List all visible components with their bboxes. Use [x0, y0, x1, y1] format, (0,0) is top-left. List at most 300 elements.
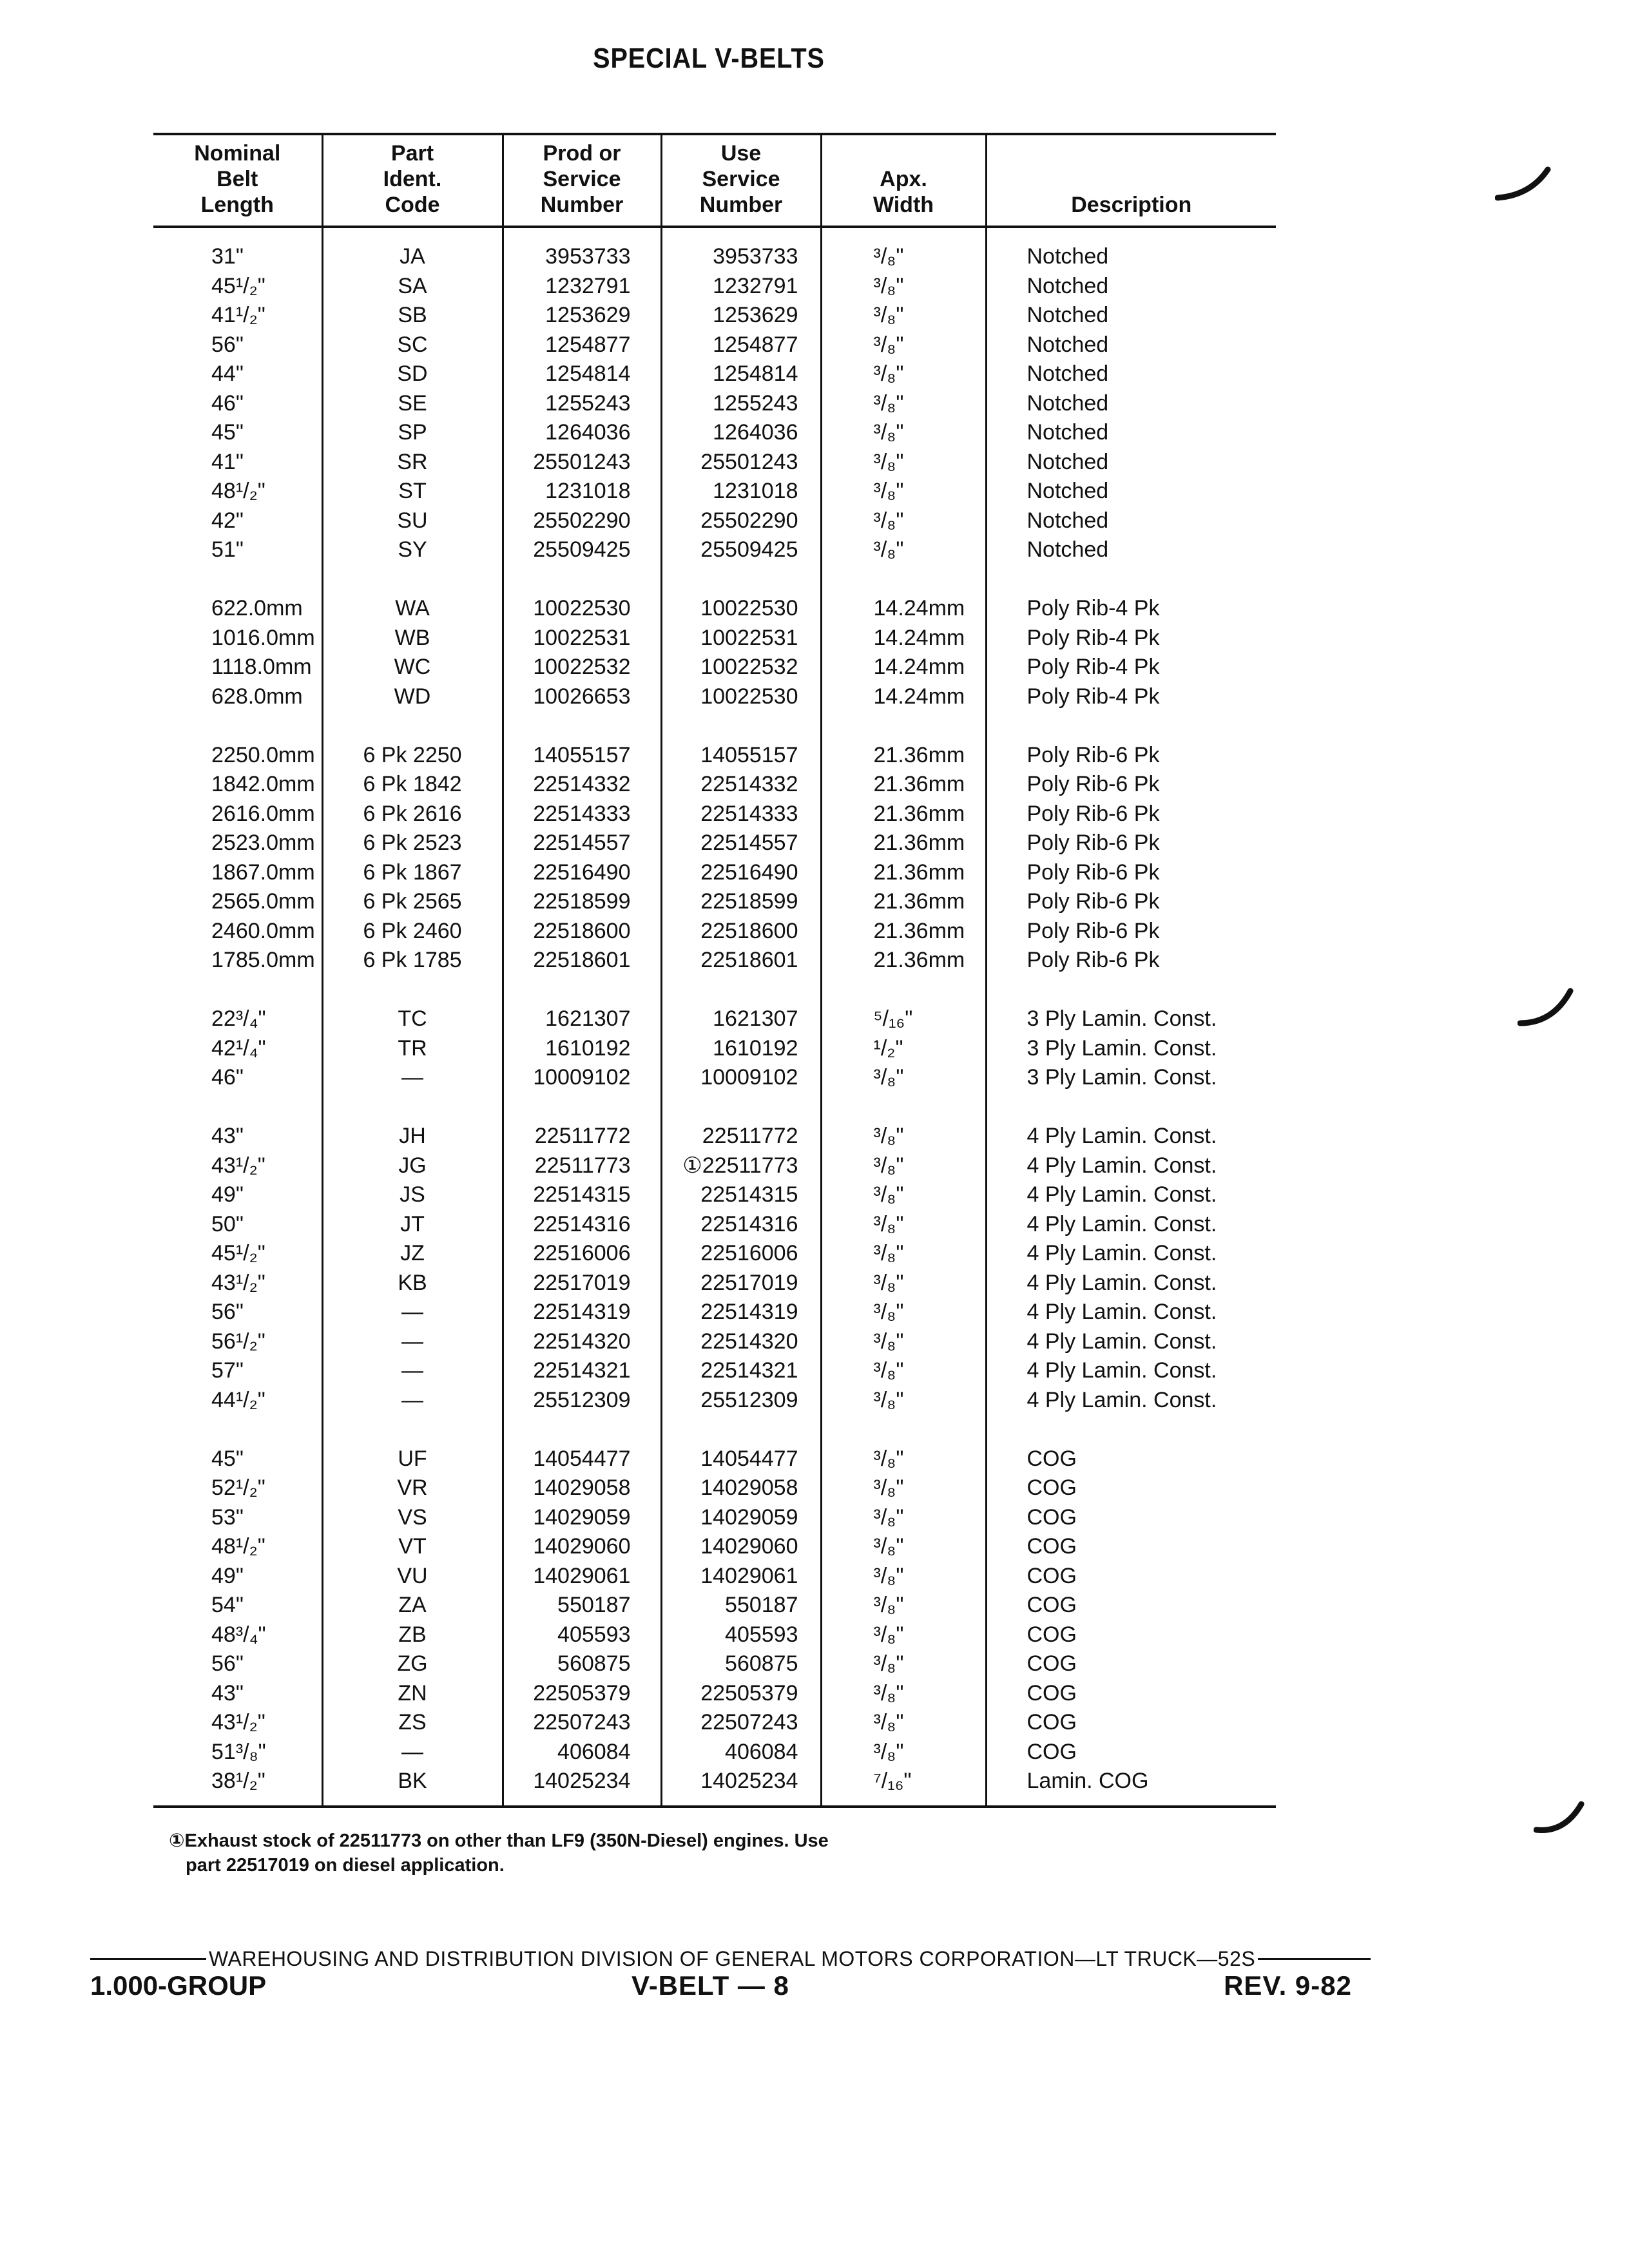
approx-width-cell: ³/₈" — [821, 448, 986, 477]
table-row — [153, 594, 1276, 624]
part-code-cell: VT — [322, 1532, 503, 1562]
prod-number-cell: 14055157 — [503, 741, 661, 771]
footnote-line-1: ①Exhaust stock of 22511773 on other than LF9 (350N-Diesel) engines. Use — [169, 1831, 829, 1851]
part-code-cell: 6 Pk 1842 — [322, 770, 503, 800]
prod-number-cell — [503, 711, 661, 741]
approx-width-cell: ³/₈" — [821, 272, 986, 302]
prod-number-cell: 10009102 — [503, 1063, 661, 1093]
description-cell: Poly Rib-6 Pk — [986, 887, 1276, 917]
prod-number-cell: 14054477 — [503, 1445, 661, 1474]
part-code-cell: VR — [322, 1474, 503, 1503]
nominal-length-cell: 2523.0mm — [211, 831, 315, 855]
approx-width-cell — [821, 1093, 986, 1122]
table-row — [153, 227, 1276, 272]
prod-number-cell: 10022532 — [503, 653, 661, 682]
nominal-length-cell: 1118.0mm — [211, 655, 312, 679]
use-number-cell: 10022532 — [661, 653, 821, 682]
column-header-5 — [986, 134, 1276, 227]
nominal-length-cell: 43¹/₂" — [211, 1153, 265, 1178]
use-number-cell: 1264036 — [661, 418, 821, 448]
description-cell: COG — [986, 1474, 1276, 1503]
nominal-length-cell: 43¹/₂" — [211, 1270, 265, 1295]
column-header-line: Service — [702, 167, 780, 191]
column-header-line: Apx. — [880, 167, 927, 191]
table-row — [153, 1298, 1276, 1327]
table-row — [153, 770, 1276, 800]
description-cell: 4 Ply Lamin. Const. — [986, 1151, 1276, 1181]
approx-width-cell: ³/₈" — [821, 1239, 986, 1269]
approx-width-cell: ³/₈" — [821, 227, 986, 272]
part-code-cell: — — [322, 1386, 503, 1416]
description-cell: Poly Rib-6 Pk — [986, 858, 1276, 888]
prod-number-cell: 22514319 — [503, 1298, 661, 1327]
use-number-cell — [661, 1415, 821, 1445]
use-number-cell: 14029058 — [661, 1474, 821, 1503]
part-code-cell: ZN — [322, 1679, 503, 1709]
approx-width-cell: ³/₈" — [821, 1386, 986, 1416]
approx-width-cell: ³/₈" — [821, 301, 986, 331]
description-cell: 4 Ply Lamin. Const. — [986, 1122, 1276, 1151]
table-row — [153, 1738, 1276, 1767]
approx-width-cell: ³/₈" — [821, 389, 986, 419]
use-number-cell: 22507243 — [661, 1708, 821, 1738]
prod-number-cell: 25501243 — [503, 448, 661, 477]
prod-number-cell: 22514320 — [503, 1327, 661, 1357]
description-cell: COG — [986, 1445, 1276, 1474]
nominal-length-cell: 1785.0mm — [211, 948, 315, 972]
description-cell: Poly Rib-4 Pk — [986, 624, 1276, 653]
prod-number-cell: 22511772 — [503, 1122, 661, 1151]
part-code-cell: JZ — [322, 1239, 503, 1269]
table-row — [153, 1327, 1276, 1357]
footer-corporation-line — [90, 1947, 1347, 1971]
use-number-cell: 22505379 — [661, 1679, 821, 1709]
use-number-cell — [661, 711, 821, 741]
page-title: SPECIAL V-BELTS — [593, 43, 825, 74]
nominal-length-cell: 56" — [211, 1300, 244, 1324]
description-cell: Notched — [986, 301, 1276, 331]
column-header-line: Belt — [217, 167, 258, 191]
description-cell: Poly Rib-4 Pk — [986, 594, 1276, 624]
approx-width-cell: ³/₈" — [821, 1327, 986, 1357]
approx-width-cell: ³/₈" — [821, 1591, 986, 1620]
approx-width-cell: ³/₈" — [821, 418, 986, 448]
part-code-cell: SC — [322, 331, 503, 360]
description-cell: Poly Rib-4 Pk — [986, 682, 1276, 712]
column-header-line: Number — [540, 193, 624, 217]
approx-width-cell: 21.36mm — [821, 887, 986, 917]
description-cell: Notched — [986, 227, 1276, 272]
approx-width-cell: ³/₈" — [821, 331, 986, 360]
nominal-length-cell: 1016.0mm — [211, 625, 315, 650]
description-cell — [986, 565, 1276, 595]
prod-number-cell: 10022531 — [503, 624, 661, 653]
part-code-cell: ST — [322, 477, 503, 506]
description-cell: COG — [986, 1679, 1276, 1709]
description-cell: COG — [986, 1708, 1276, 1738]
prod-number-cell: 1254877 — [503, 331, 661, 360]
prod-number-cell: 22518599 — [503, 887, 661, 917]
nominal-length-cell: 43¹/₂" — [211, 1710, 265, 1735]
part-code-cell: — — [322, 1063, 503, 1093]
prod-number-cell: 1621307 — [503, 1004, 661, 1034]
part-code-cell: VU — [322, 1562, 503, 1591]
nominal-length-cell: 56" — [211, 1651, 244, 1676]
use-number-cell: 560875 — [661, 1649, 821, 1679]
column-header-line — [826, 140, 981, 166]
table-row — [153, 331, 1276, 360]
approx-width-cell: ³/₈" — [821, 1298, 986, 1327]
approx-width-cell: ³/₈" — [821, 1356, 986, 1386]
prod-number-cell: 1610192 — [503, 1034, 661, 1064]
part-code-cell: SB — [322, 301, 503, 331]
part-code-cell: — — [322, 1327, 503, 1357]
use-number-cell: 14055157 — [661, 741, 821, 771]
approx-width-cell: 21.36mm — [821, 829, 986, 858]
table-row — [153, 1708, 1276, 1738]
part-code-cell: 6 Pk 2523 — [322, 829, 503, 858]
approx-width-cell: ³/₈" — [821, 1532, 986, 1562]
nominal-length-cell: 2460.0mm — [211, 918, 315, 943]
nominal-length-cell — [153, 1415, 322, 1445]
footnote-line-2: part 22517019 on diesel application. — [186, 1855, 505, 1876]
part-code-cell: WD — [322, 682, 503, 712]
table-row — [153, 917, 1276, 947]
prod-number-cell: 550187 — [503, 1591, 661, 1620]
prod-number-cell: 25502290 — [503, 506, 661, 536]
use-number-cell — [661, 975, 821, 1005]
prod-number-cell: 22514333 — [503, 800, 661, 829]
part-code-cell: VS — [322, 1503, 503, 1533]
approx-width-cell: ³/₈" — [821, 506, 986, 536]
footer-group: 1.000-GROUP — [90, 1970, 267, 2001]
column-header-line — [991, 166, 1273, 192]
nominal-length-cell: 38¹/₂" — [153, 1767, 322, 1807]
table-spacer-row — [153, 1415, 1276, 1445]
part-code-cell: SY — [322, 535, 503, 565]
part-code-cell: SR — [322, 448, 503, 477]
prod-number-cell: 1255243 — [503, 389, 661, 419]
nominal-length-cell: 628.0mm — [211, 684, 303, 709]
prod-number-cell: 22517019 — [503, 1269, 661, 1298]
use-number-cell: 1232791 — [661, 272, 821, 302]
description-cell: Notched — [986, 448, 1276, 477]
table-row — [153, 682, 1276, 712]
use-number-cell: 1254877 — [661, 331, 821, 360]
table-row — [153, 1386, 1276, 1416]
part-code-cell: ZA — [322, 1591, 503, 1620]
use-number-cell: 1253629 — [661, 301, 821, 331]
part-code-cell: JH — [322, 1122, 503, 1151]
column-header-line — [991, 140, 1273, 166]
nominal-length-cell — [153, 711, 322, 741]
description-cell: 3 Ply Lamin. Const. — [986, 1034, 1276, 1064]
approx-width-cell: ³/₈" — [821, 1122, 986, 1151]
prod-number-cell: 406084 — [503, 1738, 661, 1767]
approx-width-cell: 21.36mm — [821, 770, 986, 800]
prod-number-cell: 10022530 — [503, 594, 661, 624]
approx-width-cell: ³/₈" — [821, 1679, 986, 1709]
nominal-length-cell — [153, 1093, 322, 1122]
description-cell: Poly Rib-6 Pk — [986, 800, 1276, 829]
approx-width-cell: ³/₈" — [821, 1503, 986, 1533]
part-code-cell — [322, 711, 503, 741]
use-number-cell: 405593 — [661, 1620, 821, 1650]
prod-number-cell: 1231018 — [503, 477, 661, 506]
table-row — [153, 1356, 1276, 1386]
description-cell: COG — [986, 1503, 1276, 1533]
description-cell: 4 Ply Lamin. Const. — [986, 1269, 1276, 1298]
approx-width-cell: 21.36mm — [821, 946, 986, 975]
use-number-cell: 22514333 — [661, 800, 821, 829]
approx-width-cell: ³/₈" — [821, 1474, 986, 1503]
approx-width-cell: ¹/₂" — [821, 1034, 986, 1064]
approx-width-cell: 14.24mm — [821, 682, 986, 712]
description-cell: 4 Ply Lamin. Const. — [986, 1327, 1276, 1357]
nominal-length-cell: 41¹/₂" — [211, 303, 265, 327]
part-code-cell: TC — [322, 1004, 503, 1034]
table-spacer-row — [153, 711, 1276, 741]
description-cell: Notched — [986, 535, 1276, 565]
use-number-cell: 14029059 — [661, 1503, 821, 1533]
table-row — [153, 887, 1276, 917]
use-number-cell: 1610192 — [661, 1034, 821, 1064]
nominal-length-cell: 50" — [211, 1211, 244, 1236]
part-code-cell: ZG — [322, 1649, 503, 1679]
nominal-length-cell: 42¹/₄" — [211, 1035, 266, 1061]
column-header-4 — [821, 134, 986, 227]
nominal-length-cell: 43" — [211, 1124, 244, 1148]
description-cell — [986, 711, 1276, 741]
part-code-cell: WB — [322, 624, 503, 653]
description-cell: Poly Rib-6 Pk — [986, 917, 1276, 947]
part-code-cell: ZS — [322, 1708, 503, 1738]
use-number-cell: 22517019 — [661, 1269, 821, 1298]
footnote — [169, 1829, 829, 1878]
footer-page-number: V-BELT — 8 — [631, 1970, 789, 2001]
use-number-cell: 406084 — [661, 1738, 821, 1767]
prod-number-cell: 22507243 — [503, 1708, 661, 1738]
use-number-cell: 22516006 — [661, 1239, 821, 1269]
description-cell: Notched — [986, 360, 1276, 389]
table-row — [153, 741, 1276, 771]
approx-width-cell: ³/₈" — [821, 1562, 986, 1591]
footer-revision: REV. 9-82 — [1224, 1970, 1352, 2001]
approx-width-cell: ³/₈" — [821, 1210, 986, 1240]
nominal-length-cell: 52¹/₂" — [211, 1475, 265, 1500]
table-row — [153, 1679, 1276, 1709]
nominal-length-cell — [153, 975, 322, 1005]
table-spacer-row — [153, 565, 1276, 595]
table-row — [153, 1474, 1276, 1503]
table-row — [153, 1210, 1276, 1240]
table-row — [153, 1503, 1276, 1533]
column-header-0 — [153, 134, 322, 227]
nominal-length-cell: 43" — [211, 1680, 244, 1706]
use-number-cell: 550187 — [661, 1591, 821, 1620]
approx-width-cell: ⁵/₁₆" — [821, 1004, 986, 1034]
nominal-length-cell: 48¹/₂" — [211, 479, 265, 503]
nominal-length-cell: 1867.0mm — [211, 860, 315, 885]
part-code-cell: KB — [322, 1269, 503, 1298]
prod-number-cell: 14025234 — [503, 1767, 661, 1807]
approx-width-cell: ³/₈" — [821, 1063, 986, 1093]
part-code-cell: — — [322, 1738, 503, 1767]
nominal-length-cell: 46" — [211, 390, 244, 416]
use-number-cell: 22514316 — [661, 1210, 821, 1240]
prod-number-cell: 22511773 — [503, 1151, 661, 1181]
description-cell: 4 Ply Lamin. Const. — [986, 1210, 1276, 1240]
use-number-cell: 1255243 — [661, 389, 821, 419]
description-cell: Poly Rib-4 Pk — [986, 653, 1276, 682]
part-code-cell: SA — [322, 272, 503, 302]
part-code-cell: SU — [322, 506, 503, 536]
footer-rule-left — [90, 1958, 206, 1960]
prod-number-cell: 22518600 — [503, 917, 661, 947]
nominal-length-cell: 2565.0mm — [211, 889, 315, 914]
table-row — [153, 448, 1276, 477]
v-belt-table — [153, 133, 1276, 1808]
column-header-line: Description — [1071, 193, 1192, 217]
table-row — [153, 1122, 1276, 1151]
description-cell: COG — [986, 1591, 1276, 1620]
column-header-line: Use — [720, 141, 762, 166]
table-row — [153, 653, 1276, 682]
approx-width-cell: ³/₈" — [821, 535, 986, 565]
use-number-cell: 25502290 — [661, 506, 821, 536]
table-row — [153, 1063, 1276, 1093]
column-header-line: Number — [699, 193, 783, 217]
column-header-line: Service — [543, 167, 621, 191]
description-cell: Notched — [986, 506, 1276, 536]
approx-width-cell: ³/₈" — [821, 1445, 986, 1474]
description-cell: Poly Rib-6 Pk — [986, 741, 1276, 771]
approx-width-cell: 14.24mm — [821, 594, 986, 624]
prod-number-cell: 22505379 — [503, 1679, 661, 1709]
part-code-cell: 6 Pk 2565 — [322, 887, 503, 917]
part-code-cell: 6 Pk 1785 — [322, 946, 503, 975]
use-number-cell: 10022530 — [661, 594, 821, 624]
description-cell: 3 Ply Lamin. Const. — [986, 1004, 1276, 1034]
prod-number-cell: 25512309 — [503, 1386, 661, 1416]
description-cell: 4 Ply Lamin. Const. — [986, 1386, 1276, 1416]
description-cell — [986, 1415, 1276, 1445]
prod-number-cell: 1253629 — [503, 301, 661, 331]
use-number-cell: 22514320 — [661, 1327, 821, 1357]
nominal-length-cell: 48¹/₂" — [211, 1534, 265, 1559]
part-code-cell: SE — [322, 389, 503, 419]
part-code-cell: SD — [322, 360, 503, 389]
use-number-cell: 14029061 — [661, 1562, 821, 1591]
use-number-cell: 22514319 — [661, 1298, 821, 1327]
table-spacer-row — [153, 1093, 1276, 1122]
description-cell: Notched — [986, 418, 1276, 448]
use-number-cell — [661, 565, 821, 595]
approx-width-cell: ⁷/₁₆" — [821, 1767, 986, 1807]
use-number-cell: 22518600 — [661, 917, 821, 947]
prod-number-cell: 3953733 — [503, 227, 661, 272]
use-number-cell: 22516490 — [661, 858, 821, 888]
part-code-cell: 6 Pk 2460 — [322, 917, 503, 947]
part-code-cell: JT — [322, 1210, 503, 1240]
description-cell — [986, 975, 1276, 1005]
use-number-cell: 10022530 — [661, 682, 821, 712]
use-number-cell: 3953733 — [661, 227, 821, 272]
nominal-length-cell: 57" — [211, 1358, 244, 1383]
description-cell: Notched — [986, 389, 1276, 419]
v-belt-table-container — [153, 133, 1276, 1808]
table-row — [153, 360, 1276, 389]
table-row — [153, 624, 1276, 653]
use-number-cell: 1621307 — [661, 1004, 821, 1034]
part-code-cell: — — [322, 1356, 503, 1386]
part-code-cell: SP — [322, 418, 503, 448]
nominal-length-cell: 45¹/₂" — [211, 1241, 265, 1265]
use-number-cell: 22514332 — [661, 770, 821, 800]
description-cell — [986, 1093, 1276, 1122]
part-code-cell — [322, 1093, 503, 1122]
table-row — [153, 535, 1276, 565]
prod-number-cell: 405593 — [503, 1620, 661, 1650]
nominal-length-cell: 45" — [211, 420, 244, 445]
table-row — [153, 1445, 1276, 1474]
description-cell: 4 Ply Lamin. Const. — [986, 1356, 1276, 1386]
use-number-cell: 25501243 — [661, 448, 821, 477]
prod-number-cell: 14029061 — [503, 1562, 661, 1591]
description-cell: COG — [986, 1532, 1276, 1562]
use-number-cell: 14029060 — [661, 1532, 821, 1562]
nominal-length-cell: 41" — [211, 449, 244, 474]
table-body — [153, 227, 1276, 1807]
nominal-length-cell: 22³/₄" — [211, 1006, 266, 1031]
prod-number-cell: 22514316 — [503, 1210, 661, 1240]
approx-width-cell: ³/₈" — [821, 1649, 986, 1679]
approx-width-cell: ³/₈" — [821, 1620, 986, 1650]
approx-width-cell: ³/₈" — [821, 1738, 986, 1767]
description-cell: Lamin. COG — [986, 1767, 1276, 1807]
table-row — [153, 829, 1276, 858]
prod-number-cell: 14029058 — [503, 1474, 661, 1503]
prod-number-cell: 22518601 — [503, 946, 661, 975]
part-code-cell — [322, 975, 503, 1005]
table-row — [153, 418, 1276, 448]
use-number-cell: 10022531 — [661, 624, 821, 653]
use-number-cell: 22514321 — [661, 1356, 821, 1386]
prod-number-cell: 22514321 — [503, 1356, 661, 1386]
column-header-3 — [661, 134, 821, 227]
part-code-cell: JG — [322, 1151, 503, 1181]
table-row — [153, 858, 1276, 888]
prod-number-cell: 25509425 — [503, 535, 661, 565]
description-cell: COG — [986, 1738, 1276, 1767]
nominal-length-cell: 44¹/₂" — [211, 1387, 265, 1412]
prod-number-cell — [503, 1415, 661, 1445]
use-number-cell: 14025234 — [661, 1767, 821, 1807]
description-cell: COG — [986, 1649, 1276, 1679]
binder-mark-top — [1495, 164, 1553, 203]
column-header-2 — [503, 134, 661, 227]
approx-width-cell: 21.36mm — [821, 858, 986, 888]
part-code-cell: TR — [322, 1034, 503, 1064]
approx-width-cell: 21.36mm — [821, 800, 986, 829]
nominal-length-cell: 31" — [211, 244, 244, 269]
table-row — [153, 946, 1276, 975]
table-row — [153, 1269, 1276, 1298]
table-row — [153, 1239, 1276, 1269]
table-row — [153, 1591, 1276, 1620]
use-number-cell: 10009102 — [661, 1063, 821, 1093]
column-header-line: Width — [872, 193, 934, 217]
